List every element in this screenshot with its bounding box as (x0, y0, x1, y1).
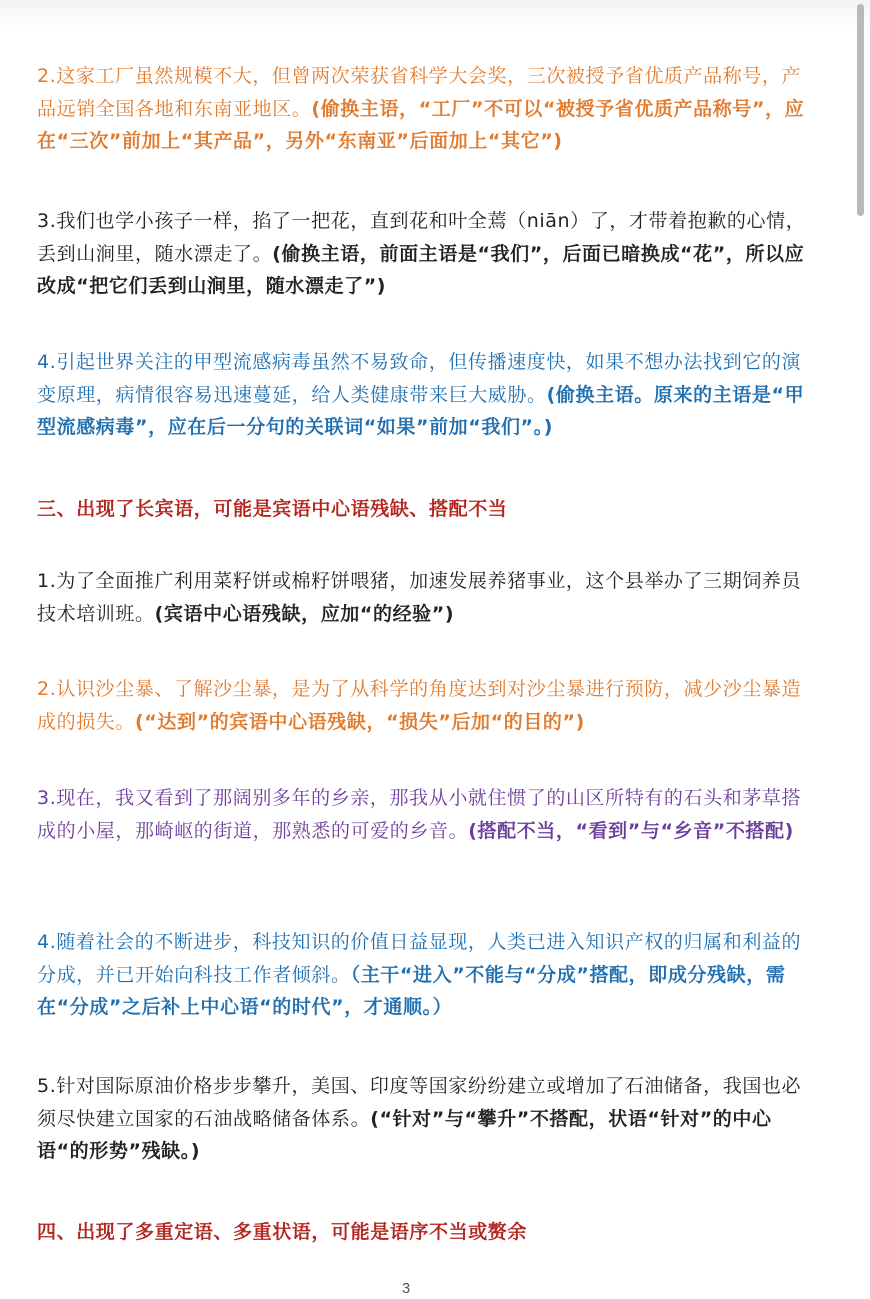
example-note: (偷换主语，前面主语是“我们”，后面已暗换成“花”，所以应改成“把它们丢到山涧里，随水漂走了”) (37, 242, 805, 297)
example-text: 4.随着社会的不断进步，科技知识的价值日益显现，人类已进入知识产权的归属和利益的分成，并已开始向科技工作者倾斜。 (37, 931, 802, 986)
example-text: 5.针对国际原油价格步步攀升，美国、印度等国家纷纷建立或增加了石油储备，我国也必须尽快建立国家的石油战略储备体系。 (37, 1075, 802, 1130)
top-fade (0, 0, 870, 30)
section-three-example-5 (37, 1070, 807, 1168)
example-4-flu-virus (37, 346, 807, 444)
example-note: (宾语中心语残缺，应加“的经验”) (154, 602, 455, 625)
example-text: 3.现在，我又看到了那阔别多年的乡亲，那我从小就住惯了的山区所特有的石头和茅草搭成的小屋，那崎岖的街道，那熟悉的可爱的乡音。 (37, 787, 802, 842)
example-2-factory (37, 60, 807, 158)
example-text: 2.认识沙尘暴、了解沙尘暴，是为了从科学的角度达到对沙尘暴进行预防，减少沙尘暴造成的损失。 (37, 678, 802, 733)
example-note: (“针对”与“攀升”不搭配，状语“针对”的中心语“的形势”残缺。) (37, 1107, 772, 1162)
example-3-flowers (37, 205, 807, 303)
example-note: (“达到”的宾语中心语残缺，“损失”后加“的目的”) (135, 710, 585, 733)
section-four-heading: 四、出现了多重定语、多重状语，可能是语序不当或赘余 (37, 1221, 528, 1243)
example-note: (搭配不当，“看到”与“乡音”不搭配) (468, 819, 794, 842)
section-three-example-3 (37, 782, 807, 847)
section-three-example-1 (37, 565, 807, 630)
example-note: (偷换主语，“工厂”不可以“被授予省优质产品称号”，应在“三次”前加上“其产品”，另外“东南亚”后面加上“其它”) (37, 97, 805, 152)
example-text: 1.为了全面推广利用菜籽饼或棉籽饼喂猪，加速发展养猪事业，这个县举办了三期饲养员技术培训班。 (37, 570, 802, 625)
example-text: 4.引起世界关注的甲型流感病毒虽然不易致命，但传播速度快，如果不想办法找到它的演变原理，病情很容易迅速蔓延，给人类健康带来巨大威胁。 (37, 351, 802, 406)
page-number: 3 (401, 1280, 411, 1297)
scrollbar-thumb[interactable] (857, 4, 864, 216)
section-three-example-4 (37, 926, 807, 1024)
example-text: 2.这家工厂虽然规模不大，但曾两次荣获省科学大会奖，三次被授予省优质产品称号，产品远销全国各地和东南亚地区。 (37, 65, 802, 120)
section-three-heading: 三、出现了长宾语，可能是宾语中心语残缺、搭配不当 (37, 498, 508, 520)
example-note: （主干“进入”不能与“分成”搭配，即成分残缺，需在“分成”之后补上中心语“的时代”，才通顺。） (37, 963, 786, 1018)
section-three-example-2 (37, 673, 807, 738)
example-text: 3.我们也学小孩子一样，掐了一把花，直到花和叶全蔫（niān）了，才带着抱歉的心情，丢到山涧里，随水漂走了。 (37, 210, 806, 265)
example-note: (偷换主语。原来的主语是“甲型流感病毒”，应在后一分句的关联词“如果”前加“我们”。) (37, 383, 805, 438)
